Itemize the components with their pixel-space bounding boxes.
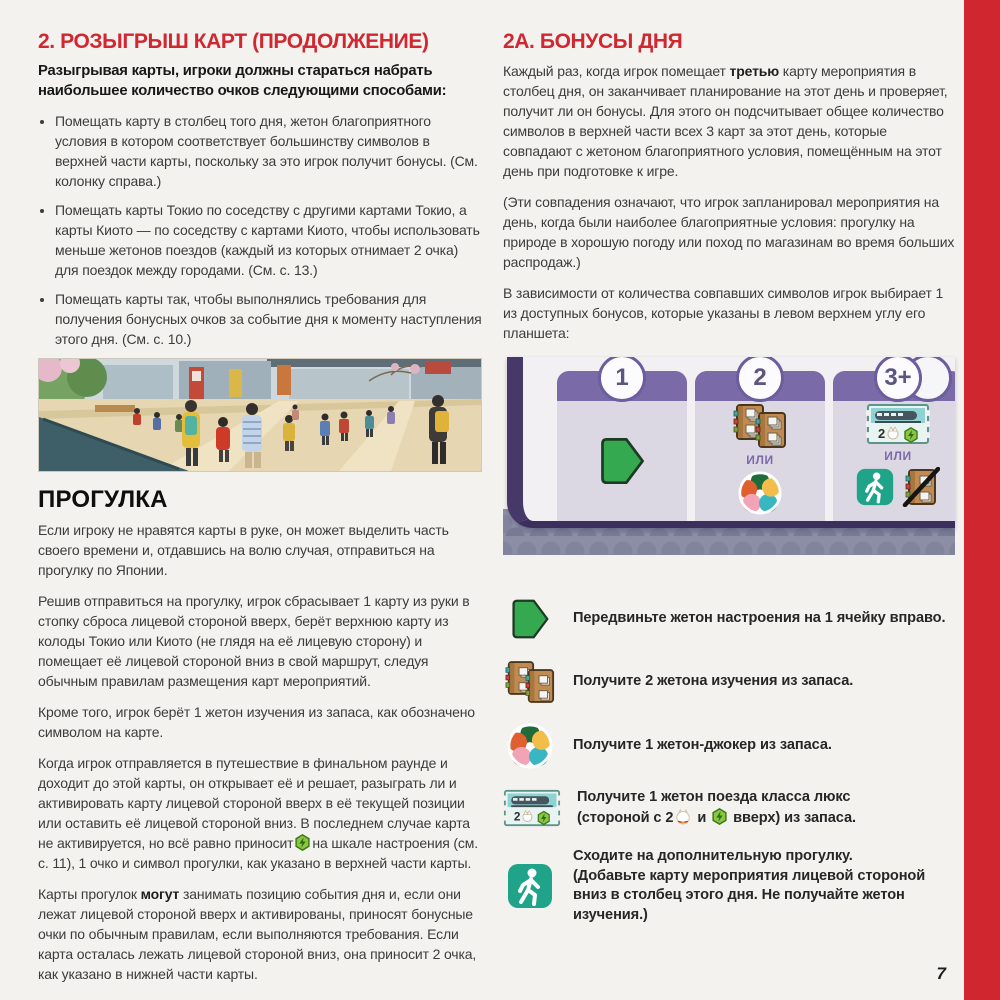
match-count-badge: 1 <box>598 357 646 402</box>
list-item: • Помещать карты так, чтобы выполнялись требования для получения бонусных очков за событие дня к моменту наступления этого дня. (См. с. 10.) <box>55 289 482 349</box>
bonus-item-joker: Получите 1 жетон-джокер из запаса. <box>503 723 955 769</box>
right-column <box>503 30 955 944</box>
mood-lightning-icon <box>712 808 727 825</box>
bonus-line: (Добавьте карту мероприятия лицевой стороной вниз в столбец этого дня. Не получайте жетон изучения.) <box>573 867 926 923</box>
walk-paragraph <box>38 753 482 873</box>
bonus-line: Получите 1 жетон поезда класса люкс <box>577 789 851 805</box>
list-item: • Помещать карту в столбец того дня, жетон благоприятного условия в котором соответствует большинству символов в верхней части карты, поскольку за это игрок получит бонусы. (См. колонку справа.) <box>55 111 482 191</box>
walk-icon <box>507 863 553 909</box>
walk-section-title: ПРОГУЛКА <box>38 486 168 513</box>
walk-paragraph: Если игроку не нравятся карты в руке, он может выделить часть своего времени и, отдавшись на волю случая, отправиться на прогулку по Японии. <box>38 522 449 578</box>
player-board-surface <box>507 357 955 528</box>
svg-text:2: 2 <box>513 810 521 824</box>
bonus-item-train <box>503 788 955 828</box>
bonus-column-1 <box>557 364 687 521</box>
cat-points-icon <box>675 809 691 825</box>
bonus-item-mood: Передвиньте жетон настроения на 1 ячейку вправо. <box>503 597 955 641</box>
page-number: 7 <box>936 964 946 983</box>
walk-paragraph <box>38 884 482 984</box>
page-red-border <box>964 0 1000 1000</box>
no-study-token-icon <box>902 467 940 507</box>
walk-icon <box>856 468 894 506</box>
or-label: ИЛИ <box>884 449 912 463</box>
paragraph-text: Каждый раз, когда игрок помещает <box>503 63 730 79</box>
luxury-train-token-icon <box>503 789 561 827</box>
bonus-legend <box>503 597 955 925</box>
bold-word: третью <box>729 63 780 79</box>
study-tokens-icon <box>733 403 787 449</box>
bonus-line: и <box>693 809 711 826</box>
bonus-choice-paragraph: В зависимости от количества совпавших символов игрок выбирает 1 из доступных бонусов, которые указаны в левом верхнем углу его планшета: <box>503 285 944 341</box>
bonus-line: вверх) из запаса. <box>729 809 856 826</box>
paragraph-text: Карты прогулок <box>38 886 141 902</box>
mood-token-icon <box>597 435 647 487</box>
luxury-train-token-icon <box>866 403 930 445</box>
mood-token-icon <box>509 597 551 641</box>
svg-text:2: 2 <box>878 426 886 441</box>
study-tokens-icon <box>505 660 555 704</box>
paragraph-text: карту мероприятия в столбец дня, он заканчивает планирование на этот день и проверяет, получит ли он бонусы. Для этого он подсчитывает общее количество символов в верхней части всех 3 карт за этот день, которые совпадают с жетоном благоприятного условия, помещённым на этот день при подготовке к игре. <box>503 63 948 179</box>
intro-text: Разыгрывая карты, игроки должны стараться набрать наибольшее количество очков следующими способами: <box>38 63 447 99</box>
scoring-tips-list <box>38 111 482 349</box>
or-label: ИЛИ <box>746 453 774 467</box>
match-count-badge: 2 <box>736 357 784 402</box>
joker-token-icon <box>507 723 553 769</box>
bonus-column-2 <box>695 364 825 521</box>
joker-token-icon <box>738 471 782 515</box>
match-count-badge: 3+ <box>874 357 922 402</box>
walk-paragraph: Кроме того, игрок берёт 1 жетон изучения из запаса, как обозначено символом на карте. <box>38 704 475 740</box>
section-title-day-bonuses: 2А. БОНУСЫ ДНЯ <box>503 30 683 53</box>
paragraph-text: занимать позицию события дня и, если они лежат лицевой стороной вверх и активированы, приносят бонусные очки по обычным правилам, если выполняются требования. Если карта осталась лежать лицевой стороной вниз, она приносит 2 очка, как указано в нижней части карты. <box>38 886 477 982</box>
bold-word: могут <box>140 886 180 902</box>
player-board-bonus-diagram <box>503 357 955 555</box>
bonus-line: (стороной с 2 <box>577 809 674 826</box>
bonus-item-study: Получите 2 жетона изучения из запаса. <box>503 660 955 704</box>
paragraph-text: на шкале настроения (см. с. 11), 1 очко и символ прогулки, как указано в верхней части карты. <box>38 835 478 871</box>
bonus-column-3 <box>833 364 955 521</box>
left-column <box>38 30 482 995</box>
bonus-note-paragraph: (Эти совпадения означают, что игрок запланировал мероприятия на день, когда были наиболее благоприятные условия: прогулку на природе в хорошую погоду или поход по магазинам во время больших распродаж.) <box>503 194 955 270</box>
bonus-line: Сходите на дополнительную прогулку. <box>573 848 853 864</box>
bonus-intro-paragraph <box>503 61 955 181</box>
mood-lightning-icon <box>295 834 310 851</box>
street-scene-illustration <box>38 358 482 472</box>
paragraph-text: Когда игрок отправляется в путешествие в финальном раунде и доходит до этой карты, он открывает её и решает, разыграть ли и активировать карту лицевой стороной вверх в её текущей позиции или оставить её лицевой стороной вниз. В последнем случае карта не активируется, но всё равно приносит <box>38 755 470 851</box>
section-title-card-play: 2. РОЗЫГРЫШ КАРТ (ПРОДОЛЖЕНИЕ) <box>38 30 429 53</box>
walk-paragraph: Решив отправиться на прогулку, игрок сбрасывает 1 карту из руки в стопку сброса лицевой стороной вверх, берёт верхнюю карту из колоды Токио или Киото (не глядя на её лицевую сторону) и помещает её лицевой стороной вниз в свой маршрут, следуя обычным правилам размещения карт мероприятий. <box>38 593 470 689</box>
list-item: • Помещать карты Токио по соседству с другими картами Токио, а карты Киото — по соседству с картами Киото, чтобы использовать меньше жетонов поездов (каждый из которых отнимает 2 очка) для поездок между городами. (См. с. 13.) <box>55 200 482 280</box>
bonus-item-extra-walk <box>503 847 955 925</box>
